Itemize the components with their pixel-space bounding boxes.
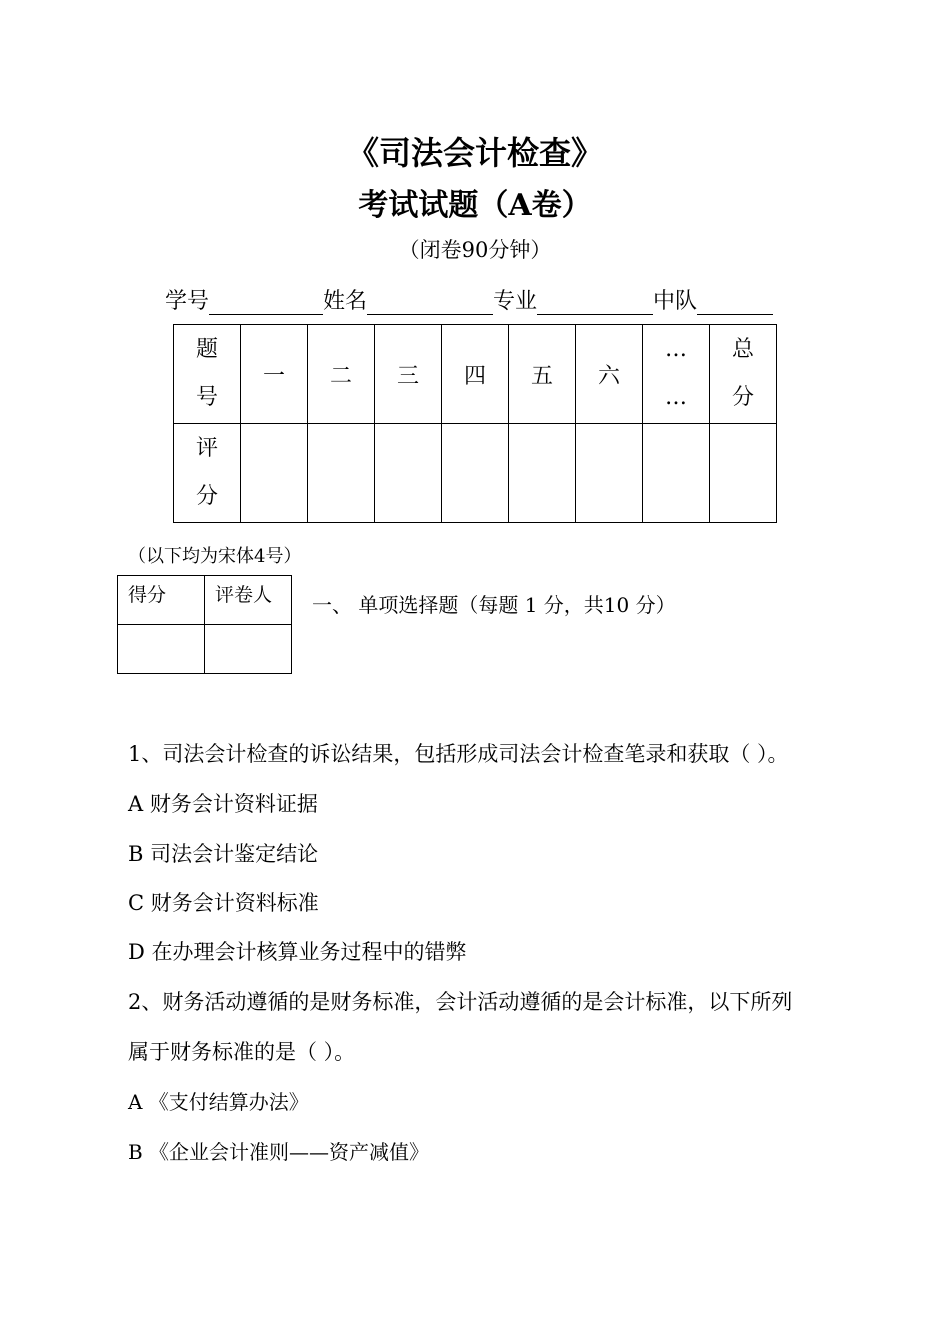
student-info-line [165,284,773,315]
student-id-label: 学号 [165,289,210,314]
column-5: 五 [509,325,576,424]
grader-name-cell[interactable] [205,625,292,674]
student-major-label: 专业 [493,289,538,314]
score-table-header-row [174,325,777,424]
score-cell-1[interactable] [241,424,308,523]
score-cell-6[interactable] [576,424,643,523]
score-cell-ellipsis[interactable] [643,424,710,523]
column-ellipsis: … … [643,325,710,424]
student-name-label: 姓名 [323,289,368,314]
question-1-option-c: C 财务会计资料标准 [128,891,319,915]
score-table [173,324,777,523]
exam-subtitle: 考试试题（A卷） [358,188,592,223]
student-team-blank[interactable] [697,290,773,315]
grader-table [117,575,292,674]
question-1-option-b: B 司法会计鉴定结论 [128,842,319,866]
student-team-label: 中队 [653,289,698,314]
question-1-option-a: A 财务会计资料证据 [128,792,318,816]
question-1-stem: 1、司法会计检查的诉讼结果，包括形成司法会计检查笔录和获取（ ）。 [128,742,789,766]
score-cell-2[interactable] [308,424,375,523]
column-3: 三 [375,325,442,424]
student-id-blank[interactable] [209,290,323,315]
grader-score-cell[interactable] [118,625,205,674]
question-2-stem-line1: 2、财务活动遵循的是财务标准，会计活动遵循的是会计标准，以下所列 [128,990,793,1014]
column-2: 二 [308,325,375,424]
question-number-header: 题 号 [174,325,241,424]
exam-info: （闭卷90分钟） [398,238,552,262]
section-title: 一、 单项选择题（每题 1 分，共10 分） [312,593,676,617]
score-cell-5[interactable] [509,424,576,523]
question-2-option-a: A 《支付结算办法》 [128,1090,309,1114]
score-cell-4[interactable] [442,424,509,523]
column-total: 总 分 [710,325,777,424]
score-cell-total[interactable] [710,424,777,523]
student-name-blank[interactable] [367,290,493,315]
column-6: 六 [576,325,643,424]
grader-score-header: 得分 [118,576,205,625]
score-table-score-row [174,424,777,523]
score-cell-3[interactable] [375,424,442,523]
question-2-stem-line2: 属于财务标准的是（ ）。 [128,1040,356,1064]
column-4: 四 [442,325,509,424]
question-2-option-b: B 《企业会计准则——资产减值》 [128,1140,430,1164]
grader-name-header: 评卷人 [205,576,292,625]
exam-title: 《司法会计检查》 [346,134,603,172]
font-note: （以下均为宋体4号） [128,546,302,567]
score-row-header: 评 分 [174,424,241,523]
student-major-blank[interactable] [537,290,653,315]
question-1-option-d: D 在办理会计核算业务过程中的错弊 [128,940,467,964]
column-1: 一 [241,325,308,424]
